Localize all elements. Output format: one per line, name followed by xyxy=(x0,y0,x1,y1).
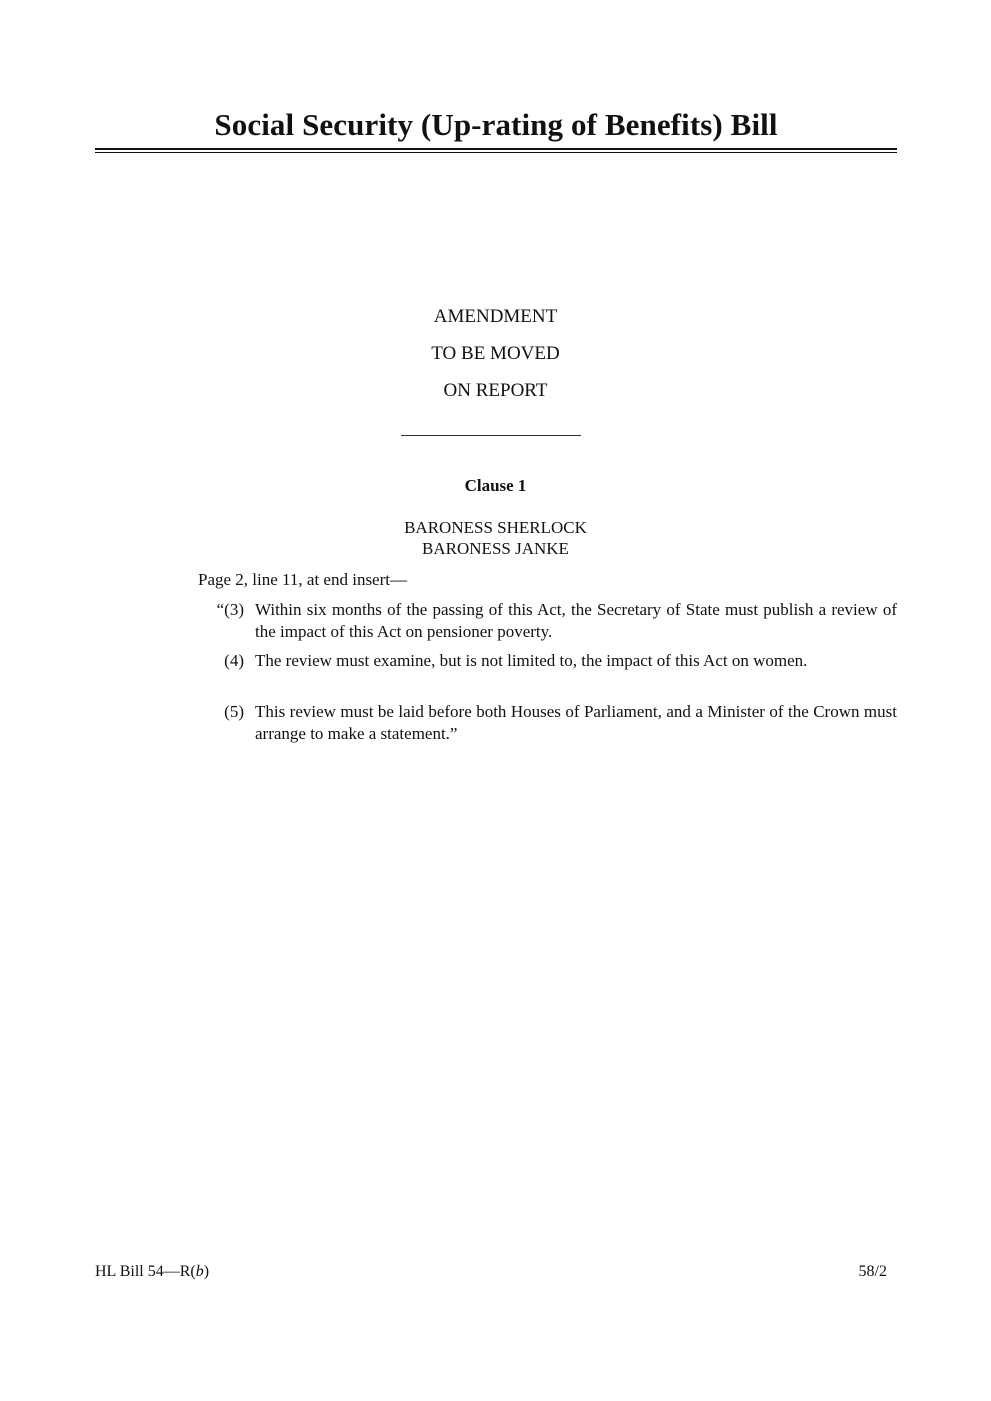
section-divider xyxy=(401,435,581,436)
page-reference: 58/2 xyxy=(858,1263,887,1280)
title-rule-thick xyxy=(95,148,897,150)
subsection-text: The review must examine, but is not limited to, the impact of this Act on women. xyxy=(255,651,808,670)
bill-reference-italic: b xyxy=(195,1263,204,1280)
subsection xyxy=(198,599,897,643)
amendment-instruction: Page 2, line 11, at end insert— xyxy=(198,570,407,589)
heading-to-be-moved: TO BE MOVED xyxy=(431,343,560,364)
subsection-number: (4) xyxy=(224,651,244,670)
title-rule-thin xyxy=(95,152,897,153)
sponsor-name: BARONESS SHERLOCK xyxy=(404,518,587,537)
subsection-number: (5) xyxy=(224,702,244,721)
subsection xyxy=(198,650,897,672)
subsection-number: “(3) xyxy=(216,600,244,619)
bill-reference-suffix: ) xyxy=(203,1263,210,1280)
heading-on-report: ON REPORT xyxy=(443,380,548,401)
subsection-text: Within six months of the passing of this Act, the Secretary of State must publish a review of the impact of this Act on pensioner poverty. xyxy=(255,600,897,641)
clause-heading: Clause 1 xyxy=(464,476,527,495)
bill-reference xyxy=(95,1263,209,1281)
bill-title: Social Security (Up-rating of Benefits) Bill xyxy=(214,107,778,142)
subsection-text: This review must be laid before both Houses of Parliament, and a Minister of the Crown must arrange to make a statement.” xyxy=(255,702,897,743)
sponsor-name: BARONESS JANKE xyxy=(422,539,569,558)
bill-reference-prefix: HL Bill 54—R( xyxy=(95,1263,196,1280)
heading-amendment: AMENDMENT xyxy=(433,306,558,327)
subsection xyxy=(198,701,897,745)
